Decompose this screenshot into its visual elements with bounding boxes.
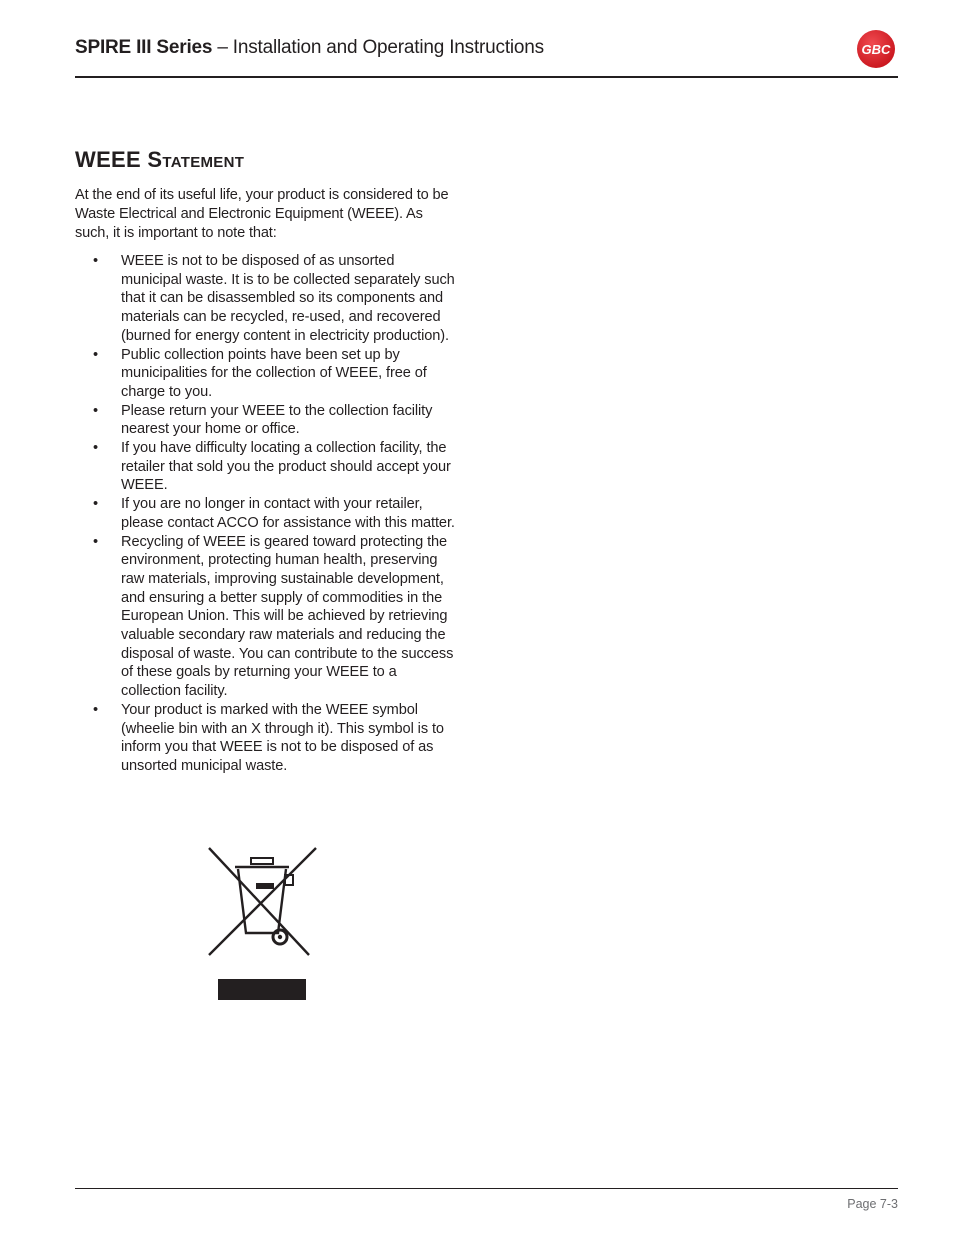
- list-item: [75, 439, 455, 495]
- bullet-icon: •: [93, 496, 99, 513]
- section-title: WEEE Statement: [75, 147, 245, 172]
- list-item-text: WEEE is not to be disposed of as unsorted municipal waste. It is to be collected separately such that it can be disassembled so its components and materials can be recycled, re-used, and recovered (burned for energy content in electricity production).: [121, 253, 455, 344]
- list-item-text: Your product is marked with the WEEE symbol (wheelie bin with an X through it). This symbol is to inform you that WEEE is not to be disposed of as unsorted municipal waste.: [121, 701, 444, 774]
- list-item-text: Recycling of WEEE is geared toward protecting the environment, protecting human health, preserving raw materials, improving sustainable development, and ensuring a better supply of commodities in the European Union. This will be achieved by retrieving valuable secondary raw materials and reducing the disposal of waste. You can contribute to the success of these goals by returning your WEEE to a collection facility.: [121, 533, 454, 700]
- page-number: Page 7-3: [847, 1197, 898, 1211]
- list-item: [75, 402, 455, 439]
- bullet-icon: •: [93, 533, 99, 550]
- list-item: [75, 533, 455, 701]
- bullet-icon: •: [93, 701, 99, 718]
- intro-paragraph: At the end of its useful life, your product is considered to be Waste Electrical and Electronic Equipment (WEEE). As such, it is important to note that:: [75, 187, 449, 241]
- list-item-text: If you are no longer in contact with your retailer, please contact ACCO for assistance with this matter.: [121, 496, 455, 531]
- crossed-wheelie-bin-icon: [205, 845, 320, 1005]
- svg-text:GBC: GBC: [861, 42, 891, 57]
- bullet-icon: •: [93, 346, 99, 363]
- list-item: [75, 701, 455, 776]
- page-footer: [75, 1188, 898, 1211]
- series-name: SPIRE III Series: [75, 37, 213, 58]
- list-item: [75, 346, 455, 402]
- list-item: [75, 495, 455, 532]
- bullet-icon: •: [93, 440, 99, 457]
- document-title: [75, 36, 544, 60]
- list-item-text: Please return your WEEE to the collection facility nearest your home or office.: [121, 402, 433, 438]
- list-item-text: If you have difficulty locating a collection facility, the retailer that sold you the product should accept your WEEE.: [121, 440, 451, 494]
- page-header: [75, 30, 898, 78]
- bullet-icon: •: [93, 402, 99, 419]
- weee-bullet-list: [75, 252, 455, 776]
- list-item-text: Public collection points have been set up by municipalities for the collection of WEEE, free of charge to you.: [121, 346, 427, 400]
- document-subtitle: – Installation and Operating Instructions: [212, 37, 544, 58]
- bullet-icon: •: [93, 253, 99, 269]
- list-item: [75, 252, 455, 346]
- gbc-logo-icon: [856, 29, 896, 69]
